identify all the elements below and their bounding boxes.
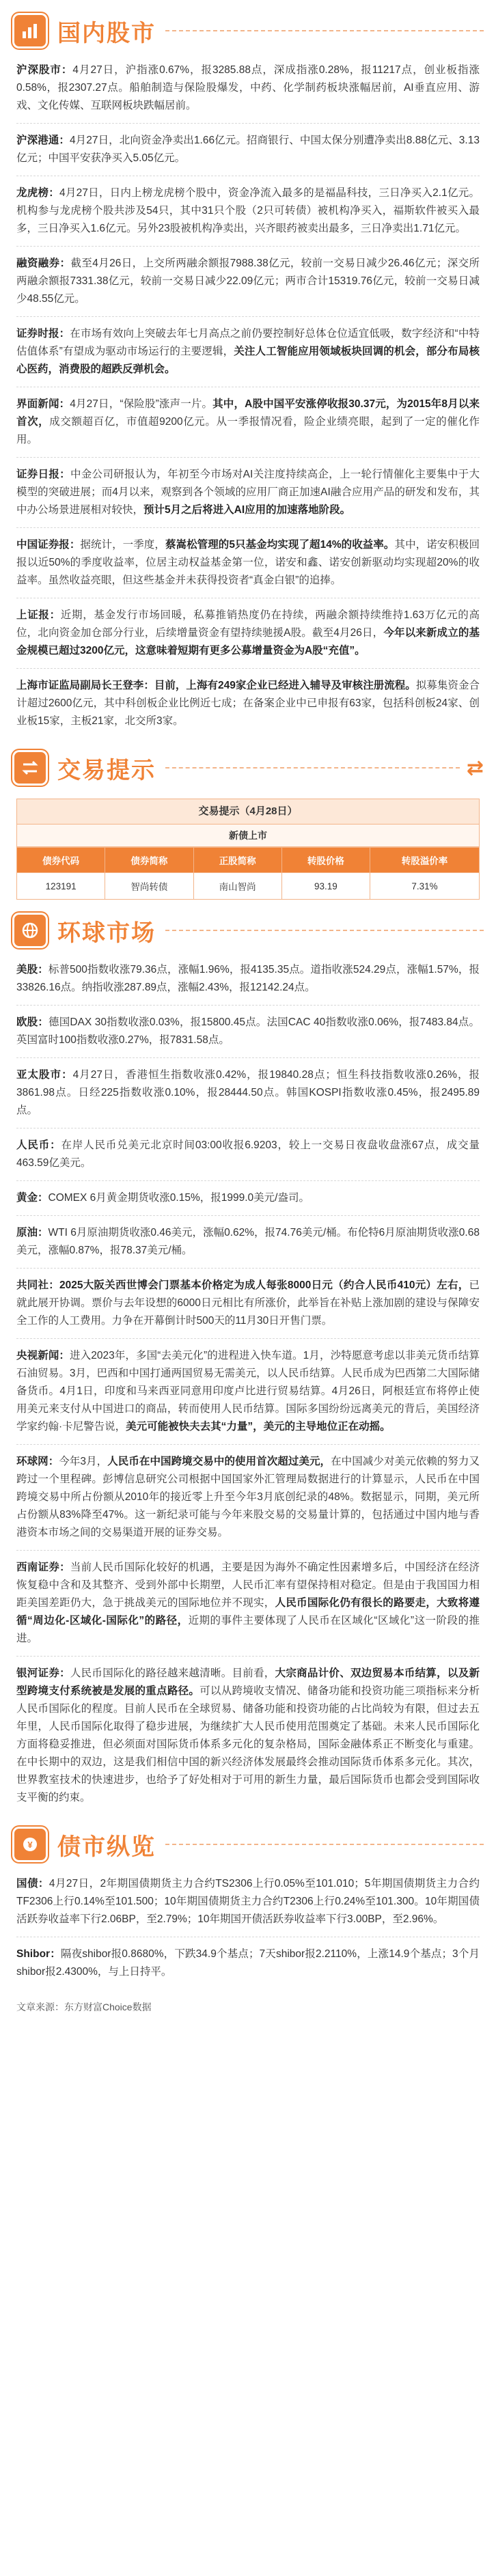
news-highlight: 人民币在中国跨境交易中的使用首次超过美元， (107, 1456, 331, 1467)
news-text: 近期，基金发行市场回暖，私募推销热度仍在持续，两融余额持续维持1.63万亿元的高位，北向资金加仓部分行业，后续增量资金有望持续驰援A股。截至4月26日， (16, 609, 480, 639)
news-text: 在岸人民币兑美元北京时间03:00收报6.9203，较上一交易日夜盘收盘涨67点，成交量463.59亿美元。 (16, 1139, 480, 1169)
news-source: 人民币： (16, 1139, 61, 1151)
news-source: 美股： (16, 964, 49, 975)
table-cell: 93.19 (281, 873, 370, 900)
global-news-list (12, 954, 484, 1814)
news-paragraph (12, 125, 484, 174)
news-source: 中国证券报： (16, 539, 81, 551)
news-text-tail: 可以从跨境收支情况、储备功能和投资功能三项指标来分析人民币国际化的程度。目前人民币在全球贸易、储备功能和投资功能的占比尚较为有限，但过去五年里，人民币国际化取得了稳步进展，为继续扩大人民币使用范围奠定了基础。未来人民币国际化方面将稳妥推进，但必须面对国际货币体系多元化的复杂格局，国际金融体系正不断变化与重建。在中长期中的双边，这是我们相信中国的新兴经济体发展最终会推动国际货币体系多元化。其次，世界教室技术的快速进步，也给予了好处相对于可用的新生力量，最后国际货币也都会受到国际收支平衡的约束。 (16, 1685, 480, 1803)
news-text-tail: 近期的事件主要体现了人民币在区域化“区域化”这一阶段的推进。 (16, 1615, 480, 1644)
news-text: 4月27日，沪指涨0.67%，报3285.88点，深成指涨0.28%，报11217点，创业板指涨0.58%，报2307.27点。船舶制造与保险股爆发，中药、化学制药板块涨幅居前，AI垂直应用、游戏、文化传媒、互联网板块跌幅居前。 (16, 64, 480, 111)
news-paragraph (12, 954, 484, 1003)
news-highlight: 人民币国际化仍有很长的路要走，大致将遵循“周边化-区域化-国际化”的路径， (16, 1597, 480, 1626)
news-paragraph (12, 389, 484, 456)
domestic-news-list (12, 55, 484, 737)
table-cell: 智尚转债 (105, 873, 193, 900)
paragraph-separator (16, 1268, 480, 1269)
trade-column-header: 转股价格 (281, 848, 370, 873)
news-highlight: 2025大阪关西世博会门票基本价格定为成人每张8000日元（约合人民币410元）左右， (59, 1279, 469, 1291)
section-divider (165, 767, 460, 768)
news-paragraph (12, 1182, 484, 1214)
news-paragraph (12, 1446, 484, 1549)
paragraph-separator (16, 457, 480, 458)
section-divider (165, 30, 484, 31)
news-text: 今年3月， (59, 1456, 108, 1467)
news-text: 4月27日，“保险股”涨声一片。 (70, 398, 213, 410)
news-text-tail: 在中国减少对美元依赖的努力又跨过一个里程碑。彭博信息研究公司根据中国国家外汇管理局数据进行的计算显示，人民币在中国跨境交易中所占份额从2010年的接近零上升至今年3月底创纪录的48%。数据显示，同期，美元所占份额从83%降至47%。这一新纪录可能与今年来股交易的交易量计算的，包括通过中国内地与香港资本市场之间的交易渠道开展的证券交易。 (16, 1456, 480, 1538)
trade-column-header: 转股溢价率 (370, 848, 480, 873)
bond-news-list (12, 1868, 484, 1988)
exchange-icon (12, 750, 48, 786)
paragraph-separator (16, 527, 480, 528)
paragraph-separator (16, 668, 480, 669)
news-paragraph (12, 600, 484, 667)
section-divider (165, 1844, 484, 1845)
news-source: 上证报： (16, 609, 61, 621)
news-paragraph (12, 318, 484, 385)
news-text-tail: 成交额超百亿，市值超9200亿元。从一季报情况看，险企业绩亮眼，起到了一定的催化作用。 (16, 416, 480, 445)
paragraph-separator (16, 1180, 480, 1181)
news-text: 进入2023年，多国“去美元化”的进程进入快车道。1月，沙特愿意考虑以非美元货币结算石油贸易。3月，巴西和中国打通两国贸易无需美元，以人民币结算。人民币成为巴西第二大国际储备货币。4月1日，印度和马来西亚同意用印度卢比进行贸易结算。4月26日，阿根廷宣布将停止使用美元来支付从中国进口的商品，转而使用人民币结算。国际多国纷纷远离美元的背后，美国经济学家约翰·卡尼警告说， (16, 1350, 480, 1432)
paragraph-separator (16, 1656, 480, 1657)
news-text: 据统计，一季度， (80, 539, 165, 551)
section-header-global (12, 906, 484, 954)
news-text: 中金公司研报认为，年初至今市场对AI关注度持续高企，上一轮行情催化主要集中于大模型的突破进展；而4月以来，观察到各个领域的应用厂商正加速AI融合应用产品的研发和发布，其中办公场景进展相对较快， (16, 469, 480, 516)
news-text: 隔夜shibor报0.8680%，下跌34.9个基点；7天shibor报2.2110%，上涨14.9个基点；3个月shibor报2.4300%，与上日持平。 (16, 1948, 480, 1978)
paragraph-separator (16, 123, 480, 124)
news-text: 4月27日，香港恒生指数收涨0.42%，报19840.28点；恒生科技指数收涨0.26%，报3861.98点。日经225指数收涨0.10%，报28444.50点。韩国KOSPI指数收涨0.45%，报2495.89点。 (16, 1069, 480, 1116)
page (0, 7, 496, 2576)
news-source: Shibor： (16, 1948, 61, 1960)
news-text: 标普500指数收涨79.36点，涨幅1.96%，报4135.35点。道指收涨524.29点，涨幅1.57%，报33826.16点。纳指收涨287.89点，涨幅2.43%，报12142.24点。 (16, 964, 480, 993)
news-source: 融资融券： (16, 258, 71, 269)
news-highlight: 其中，A股中国平安涨停收报30.37元，为2015年8月以来首次， (16, 398, 480, 428)
news-highlight: 美元可能被快夫去其“力量”，美元的主导地位正在动摇。 (126, 1421, 391, 1432)
chart-icon (12, 13, 48, 49)
news-source: 证券时报： (16, 328, 70, 340)
paragraph-separator (16, 316, 480, 317)
trade-column-header: 债券简称 (105, 848, 193, 873)
globe-icon (12, 913, 48, 948)
news-source: 亚太股市： (16, 1069, 73, 1081)
news-highlight: 今年以来新成立的基金规模已超过3200亿元，这意味着短期有更多公募增量资金为A股“充值”。 (16, 627, 480, 656)
svg-text:¥: ¥ (27, 1840, 33, 1850)
table-cell: 7.31% (370, 873, 480, 900)
paragraph-separator (16, 1215, 480, 1216)
swap-arrows-icon: ⇄ (466, 756, 484, 779)
news-text: 人民币国际化的路径越来越清晰。目前看， (70, 1667, 275, 1679)
section-header-bond (12, 1820, 484, 1868)
news-paragraph (12, 1060, 484, 1126)
news-paragraph (12, 55, 484, 122)
news-source: 原油： (16, 1227, 49, 1238)
news-text: 4月27日，日内上榜龙虎榜个股中，资金净流入最多的是福晶科技，三日净买入2.1亿元。机构参与龙虎榜个股共涉及54只，其中31只个股（2只可转债）被机构净买入，福斯软件被买入最多，三日净买入1.6亿元。另外23股被机构净卖出，兴齐眼药被卖出最多，三日净卖出1.71亿元。 (16, 187, 480, 234)
news-paragraph (12, 1340, 484, 1443)
news-text: 德国DAX 30指数收涨0.03%，报15800.45点。法国CAC 40指数收涨0.06%，报7483.84点。英国富时100指数收涨0.27%，报7831.58点。 (16, 1016, 480, 1046)
trade-table (16, 847, 480, 900)
table-cell: 南山智尚 (193, 873, 281, 900)
section-header-domestic (12, 7, 484, 55)
paragraph-separator (16, 1338, 480, 1339)
news-text: 截至4月26日，上交所两融余额报7988.38亿元，较前一交易日减少26.46亿元；深交所两融余额报7331.38亿元，较前一交易日减少22.09亿元；两市合计15319.76亿元，较前一交易日减少48.55亿元。 (16, 258, 480, 305)
news-highlight: 大宗商品计价、双边贸易本币结算，以及新型跨境支付系统被是发展的重点路径。 (16, 1667, 480, 1697)
news-paragraph (12, 529, 484, 596)
news-source: 银河证券： (16, 1667, 70, 1679)
news-text: 4月27日，2年期国债期货主力合约TS2306上行0.05%至101.010；5年期国债期货主力合约TF2306上行0.14%至101.500；10年期国债期货主力合约T2306上行0.24%至101.300。10年期国债活跃券收益率下行2.06BP，至2.79%；10年期国开债活跃券收益率下行3.00BP，至2.96%。 (16, 1878, 480, 1925)
news-paragraph (12, 248, 484, 315)
trade-table-title: 交易提示（4月28日） (16, 799, 480, 825)
news-text: 4月27日，北向资金净卖出1.66亿元。招商银行、中国太保分别遭净卖出8.88亿元、3.13亿元；中国平安获净买入5.05亿元。 (16, 135, 480, 164)
paragraph-separator (16, 246, 480, 247)
news-text: COMEX 6月黄金期货收涨0.15%，报1999.0美元/盎司。 (48, 1192, 309, 1204)
trade-column-header: 正股简称 (193, 848, 281, 873)
news-highlight: 蔡嵩松管理的5只基金均实现了超14%的收益率。 (165, 539, 395, 551)
trade-table-header (17, 848, 480, 873)
table-cell: 123191 (17, 873, 105, 900)
news-paragraph (12, 459, 484, 526)
trade-table-body (17, 873, 480, 900)
news-source: 界面新闻： (16, 398, 70, 410)
news-source: 环球网： (16, 1456, 59, 1467)
bond-icon (12, 1827, 48, 1862)
news-source: 共同社： (16, 1279, 59, 1291)
news-paragraph (12, 1868, 484, 1935)
news-paragraph (12, 1658, 484, 1814)
section-title-domestic: 国内股市 (57, 20, 156, 46)
paragraph-separator (16, 1057, 480, 1058)
news-source: 龙虎榜： (16, 187, 60, 199)
trade-table-wrapper (16, 799, 480, 900)
news-paragraph (12, 178, 484, 245)
news-highlight: 关注人工智能应用领域板块回调的机会，部分布局核心医药，消费股的超跌反弹机会。 (16, 346, 480, 375)
news-text: 当前人民币国际化较好的机遇，主要是因为海外不确定性因素增多后，中国经济在经济恢复稳中含和及其整齐、受到外部中长期塑，人民币汇率有望保持相对稳定。但是由于我国国力相距美国差距仍大，急于挑战美元的国际地位并不现实， (16, 1562, 480, 1609)
section-header-trade (12, 744, 484, 792)
news-text: 已就此展开协调。票价与去年设想的6000日元相比有所涨价，此举旨在补贴上涨加剧的建设与保障安全工作的人工费用。力争在开幕倒计时500天的11月30日开售门票。 (16, 1279, 480, 1327)
paragraph-separator (16, 1550, 480, 1551)
news-highlight: 预计5月之后将进入AI应用的加速落地阶段。 (143, 504, 351, 516)
news-source: 央视新闻： (16, 1350, 70, 1361)
section-title-global: 环球市场 (57, 919, 156, 946)
section-title-trade: 交易提示 (57, 757, 156, 784)
news-paragraph (12, 1130, 484, 1179)
news-paragraph (12, 1217, 484, 1266)
news-text-tail: 其中，诺安积极回报以近50%的季度收益率，位居主动权益基金第一位，诺安和鑫、诺安创新驱动均实现超20%的收益率。虽然收益亮眼，但这些基金并未获得投资者“真金白银”的追捧。 (16, 539, 480, 586)
news-source: 沪深港通： (16, 135, 70, 146)
news-text: WTI 6月原油期货收涨0.46美元，涨幅0.62%，报74.76美元/桶。布伦特6月原油期货收涨0.68美元，涨幅0.87%，报78.37美元/桶。 (16, 1227, 480, 1256)
table-row (17, 873, 480, 900)
trade-column-header: 债券代码 (17, 848, 105, 873)
news-paragraph (12, 1552, 484, 1654)
news-paragraph (12, 670, 484, 737)
news-text: 在市场有效向上突破去年七月高点之前仍要控制好总体仓位适宜低吸，数字经济和“中特估值体系”有望成为驱动市场运行的主要逻辑， (16, 328, 480, 357)
paragraph-separator (16, 1444, 480, 1445)
news-paragraph (12, 1270, 484, 1337)
news-source: 上海市证监局副局长王登李： (16, 680, 154, 691)
news-source: 证券日报： (16, 469, 70, 480)
news-highlight: 目前，上海有249家企业已经进入辅导及审核注册流程。 (154, 680, 416, 691)
news-paragraph (12, 1007, 484, 1056)
section-title-bond: 债市纵览 (57, 1833, 156, 1860)
news-source: 黄金： (16, 1192, 49, 1204)
news-source: 西南证券： (16, 1562, 70, 1573)
news-source: 国债： (16, 1878, 49, 1889)
source-footer: 文章来源：东方财富Choice数据 (16, 2002, 152, 2012)
news-paragraph (12, 1939, 484, 1988)
news-source: 沪深股市： (16, 64, 73, 76)
trade-table-subtitle: 新债上市 (16, 825, 480, 847)
paragraph-separator (16, 1005, 480, 1006)
news-source: 欧股： (16, 1016, 49, 1028)
section-divider (165, 930, 484, 931)
news-text: 拟募集资金合计超过2600亿元，其中科创板企业比例近七成；在备案企业中已申报有63家，包括科创板24家、创业板15家，主板21家，北交所3家。 (16, 680, 480, 727)
